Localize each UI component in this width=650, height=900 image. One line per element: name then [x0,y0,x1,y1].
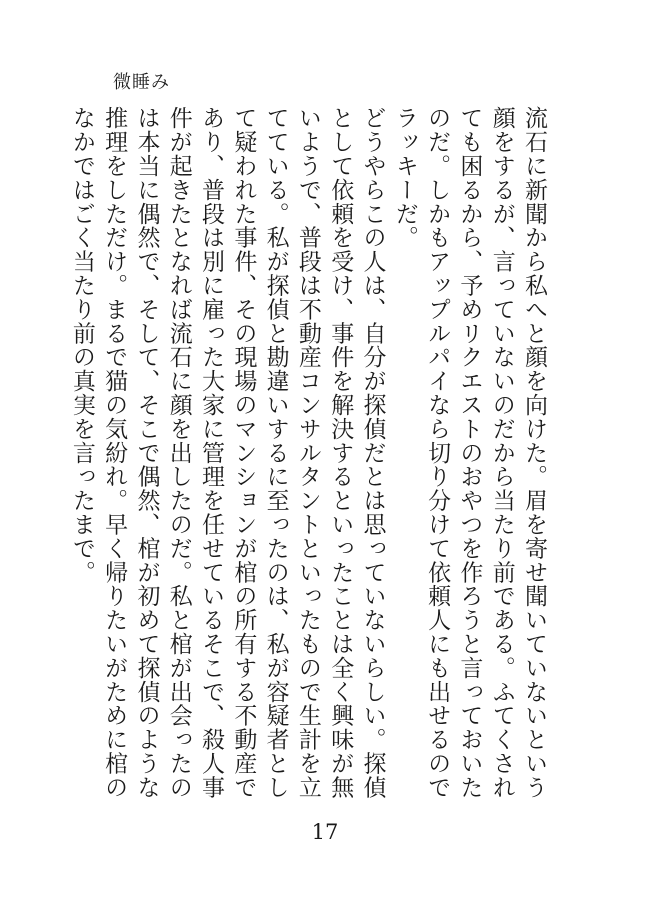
paragraph: 流石に新聞から私へと顔を向けた。眉を寄せ聞いていないという顔をするが、言っていないのだから当たり前である。ふてくされても困るから、予めリクエストのおやつを作ろうと言っておいたのだ。しかもアップルパイなら切り分けて依頼人にも出せるのでラッキーだ。 [391,106,547,800]
running-title: 微睡み [113,72,170,93]
body-text [68,106,550,806]
page-number: 17 [311,820,339,844]
paragraph: どうやらこの人は、自分が探偵だとは思っていないらしい。探偵として依頼を受け、事件を解決するといったことは全く興味が無いようで、普段は不動産コンサルタントといったもので生計を立てている。私が探偵と勘違いするに至ったのは、私が容疑者として疑われた事件、その現場のマンションが棺の所有する不動産であり、普段は別に雇った大家に管理を任せているそこで、殺人事件が起きたとなれば流石に顔を出したのだ。私と棺が出会ったのは本当に偶然で、そして、そこで偶然、棺が初めて探偵のような推理をしただけ。まるで猫の気紛れ。早く帰りたいがために棺のなかではごく当たり前の真実を言ったまで。 [68,106,386,800]
